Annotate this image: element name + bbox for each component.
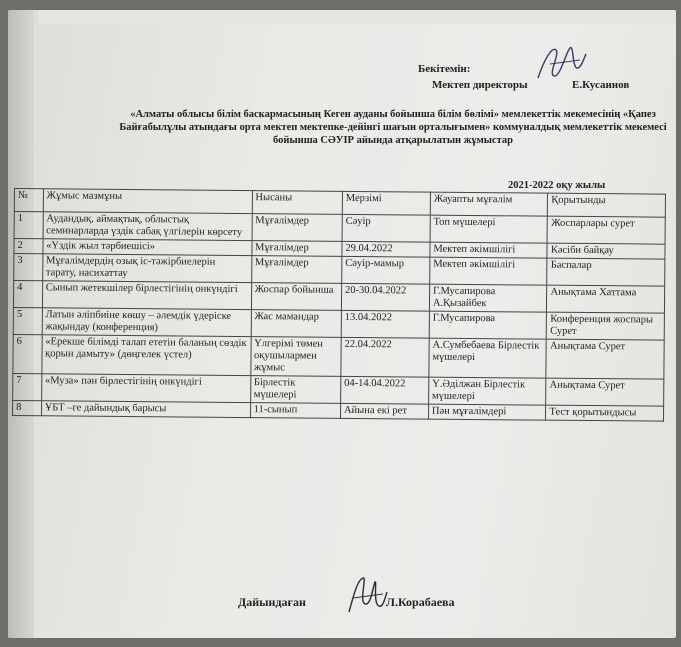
header-work-content: Жұмыс мазмұны	[43, 189, 252, 214]
document-title: «Алматы облысы білім баскармасының Кеген ауданы бойынша білім бөлімі» мемлекеттік мекемесінің «Қапез Байғабылұлы атындағы орта мектеп мектепке-дейінгі шағын орталығымен» коммуналдық мемлекеттік мекемесі бойынша СӘУІР айында атқарылатын жұмыстар	[119, 109, 667, 146]
document-sheet	[8, 10, 676, 638]
prepared-by-name: Л.Корабаева	[386, 595, 455, 609]
cell-responsible: Г.Мусапирова А.Қызайбек	[429, 284, 547, 312]
cell-number: 5	[13, 307, 42, 334]
cell-target: Жас мамандар	[251, 310, 342, 338]
header-number: №	[14, 189, 43, 212]
cell-target: Мұғалімдер	[251, 241, 341, 257]
cell-number: 3	[14, 254, 43, 281]
table-row	[13, 334, 664, 379]
cell-responsible: Пән мұғалімдері	[428, 404, 546, 420]
cell-target: Жоспар бойынша	[251, 283, 342, 311]
cell-responsible: Г.Мусапирова	[429, 311, 547, 339]
cell-result: Тест қорытындысы	[546, 405, 664, 421]
cell-deadline: Сәуір-мамыр	[342, 256, 430, 284]
header-deadline: Мерзімі	[342, 191, 430, 215]
cell-responsible: Мектеп әкімшілігі	[430, 257, 548, 285]
cell-work-content: ҰБТ –ге дайындық барысы	[41, 401, 250, 418]
cell-number: 2	[14, 239, 43, 254]
approval-label: Бекітемін:	[418, 63, 471, 75]
cell-responsible: Ү.Әділжан Бірлестік мүшелері	[428, 377, 546, 405]
cell-responsible: Мектеп әкімшілігі	[430, 242, 548, 258]
cell-result: Кәсіби байқау	[547, 243, 665, 259]
cell-deadline: 29.04.2022	[342, 241, 430, 257]
cell-deadline: Сәуір	[342, 214, 430, 242]
cell-target: Мұғалімдер	[251, 256, 342, 284]
cell-work-content: «Ерекше білімді талап ететін баланың сөздік қорын дамыту» (дөңгелек үстел)	[42, 335, 251, 376]
cell-deadline: Айына екі рет	[340, 403, 428, 419]
page-top-band	[38, 10, 676, 24]
header-responsible: Жауапты мұғалім	[430, 192, 548, 216]
cell-target: Мұғалімдер	[252, 214, 343, 242]
approval-position: Мектеп директоры	[432, 79, 528, 91]
cell-work-content: «Муза» пән бірлестігінің онкүндігі	[41, 374, 250, 403]
cell-number: 8	[13, 400, 42, 415]
cell-result: Анықтама Сурет	[546, 378, 664, 406]
cell-target: Үлгерімі төмен оқушылармен жұмыс	[250, 337, 341, 377]
header-target: Нысаны	[252, 191, 343, 215]
cell-target: 11-сынып	[250, 403, 340, 419]
preparer-signature	[343, 572, 391, 616]
cell-result: Анықтама Сурет	[546, 339, 664, 379]
cell-target: Бірлестік мүшелері	[250, 376, 341, 404]
approval-block	[418, 62, 630, 91]
cell-deadline: 20-30.04.2022	[341, 283, 429, 311]
cell-number: 4	[13, 281, 42, 308]
cell-deadline: 04-14.04.2022	[341, 376, 429, 404]
cell-work-content: Сынып жетекшілер бірлестігінің онкүндігі	[42, 281, 251, 310]
cell-result: Жоспарлары сурет	[547, 216, 665, 244]
work-plan-table	[12, 188, 666, 422]
cell-deadline: 22.04.2022	[341, 337, 429, 377]
cell-work-content: «Үздік жыл тәрбиешісі»	[43, 239, 252, 256]
prepared-by-label: Дайындаған	[238, 595, 306, 609]
cell-result: Конференция жоспары Сурет	[547, 312, 665, 340]
cell-number: 6	[13, 334, 42, 373]
cell-work-content: Аудандық, аймақтық, облыстық семинарларда үздік сабақ үлгілерін көрсету	[43, 212, 252, 241]
cell-number: 1	[14, 212, 43, 239]
cell-responsible: Топ мүшелері	[430, 215, 548, 243]
prepared-by-block	[238, 595, 455, 610]
cell-work-content: Мұғалімдердің озық іс-тәжірбиелерін тарату, насихаттау	[42, 254, 251, 283]
cell-number: 7	[13, 373, 42, 400]
cell-result: Анықтама Хаттама	[547, 285, 665, 313]
cell-result: Баспалар	[547, 258, 665, 286]
cell-responsible: А.Сумбебаева Бірлестік мүшелері	[429, 338, 547, 378]
cell-work-content: Латын әліпбиіне көшу – әлемдік үдеріске жақындау (конференция)	[42, 308, 251, 337]
cell-deadline: 13.04.2022	[341, 310, 429, 338]
approval-name: Е.Кусаинов	[572, 79, 630, 91]
director-signature	[530, 40, 590, 84]
academic-year: 2021-2022 оқу жылы	[508, 180, 606, 191]
header-result: Қорытынды	[548, 193, 666, 217]
